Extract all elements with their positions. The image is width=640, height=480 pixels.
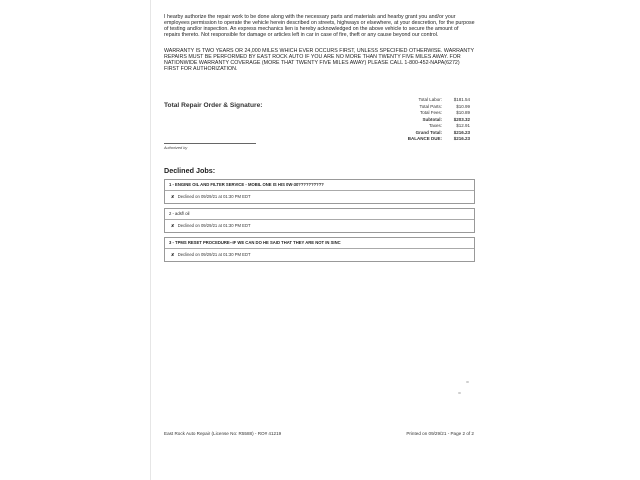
declined-job-status: Declined on 09/29/21 at 01:30 PM EDT: [177, 194, 251, 199]
totals-label: Taxes:: [428, 123, 442, 128]
totals-value: $203.32: [453, 116, 470, 122]
totals-value: $12.91: [456, 123, 470, 128]
totals-label: BALANCE DUE:: [407, 136, 442, 141]
totals-label: Total Labor:: [418, 97, 442, 102]
scan-speck: [466, 381, 469, 383]
totals-row: [394, 136, 470, 143]
footer-shop-info: East Rock Auto Repair (License No: R5588) - RO# 41219: [164, 431, 282, 436]
totals-value: $181.54: [453, 97, 470, 102]
totals-value: $216.23: [453, 129, 470, 135]
declined-job-status: Declined on 09/29/21 at 01:30 PM EDT: [177, 223, 251, 228]
x-mark-icon: ✘: [171, 194, 175, 199]
authorization-paragraph: I hearby authorize the repair work to be done along with the necessary parts and materials and hearby grant you and/or your employees permission to operate the vehicle herein described on streets, highways or elsewhere, at your descretion, for the purpose of testing and/or inspection. An express mechanics lien is hereby acknowledged on the above vehicle to secure the amount of repairs thereto. Not responsible for damage or articles left in car in case of fire, theft or any cause beyond our control.: [164, 14, 475, 39]
signature-line: [164, 143, 256, 144]
warranty-paragraph: WARRANTY IS TWO YEARS OR 24,000 MILES WHICH EVER OCCURS FIRST, UNLESS SPECIFIED OTHERWISE. WARRANTY REPAIRS MUST BE PERFORMED BY EAST ROCK AUTO IF YOU ARE NO MORE THAN TWENTY FIVE MILES AWAY. FOR NATIONWIDE WARRANTY COVERAGE (MORE THAT TWENTY FIVE MILES AWAY) PLEASE CALL 1-800-452-NAPA(6272) FIRST FOR AUTHORIZATION.: [164, 48, 474, 73]
declined-job: [164, 237, 475, 262]
totals-label: Subtotal:: [422, 116, 442, 122]
totals-value: $10.99: [456, 103, 470, 109]
declined-job-title: 2 - adsf\ oil: [165, 209, 474, 220]
declined-job-status-row: [165, 249, 474, 261]
scan-speck: [458, 392, 461, 394]
totals-value: $10.89: [456, 110, 470, 115]
declined-job-status: Declined on 09/29/21 at 01:30 PM EDT: [177, 252, 251, 257]
declined-job-status-row: [165, 191, 474, 203]
totals-value: $216.23: [453, 136, 470, 141]
document-page: [150, 0, 492, 480]
totals-label: Grand Total:: [415, 129, 442, 135]
declined-job: [164, 179, 475, 204]
declined-job-title: 3 - TPMS RESET PROCEDURE--IF WE CAN DO HE SAID THAT THEY ARE NOT IN SINC: [165, 238, 474, 249]
x-mark-icon: ✘: [171, 252, 175, 257]
totals-label: Total Fees:: [419, 110, 442, 115]
footer-print-info: Printed on 09/29/21 - Page 2 of 2: [406, 431, 474, 436]
declined-job-title: 1 - ENGINE OIL AND FILTER SERVICE - MOBIL ONE IS HIS 0W-30??????????: [165, 180, 474, 191]
signature-title: Total Repair Order & Signature:: [164, 102, 263, 109]
signature-caption: Authorized by: [164, 146, 188, 150]
totals-label: Total Parts:: [419, 103, 442, 109]
declined-job: [164, 208, 475, 233]
totals-block: [394, 97, 470, 143]
declined-job-status-row: [165, 220, 474, 232]
x-mark-icon: ✘: [171, 223, 175, 228]
declined-jobs-title: Declined Jobs:: [164, 166, 216, 175]
